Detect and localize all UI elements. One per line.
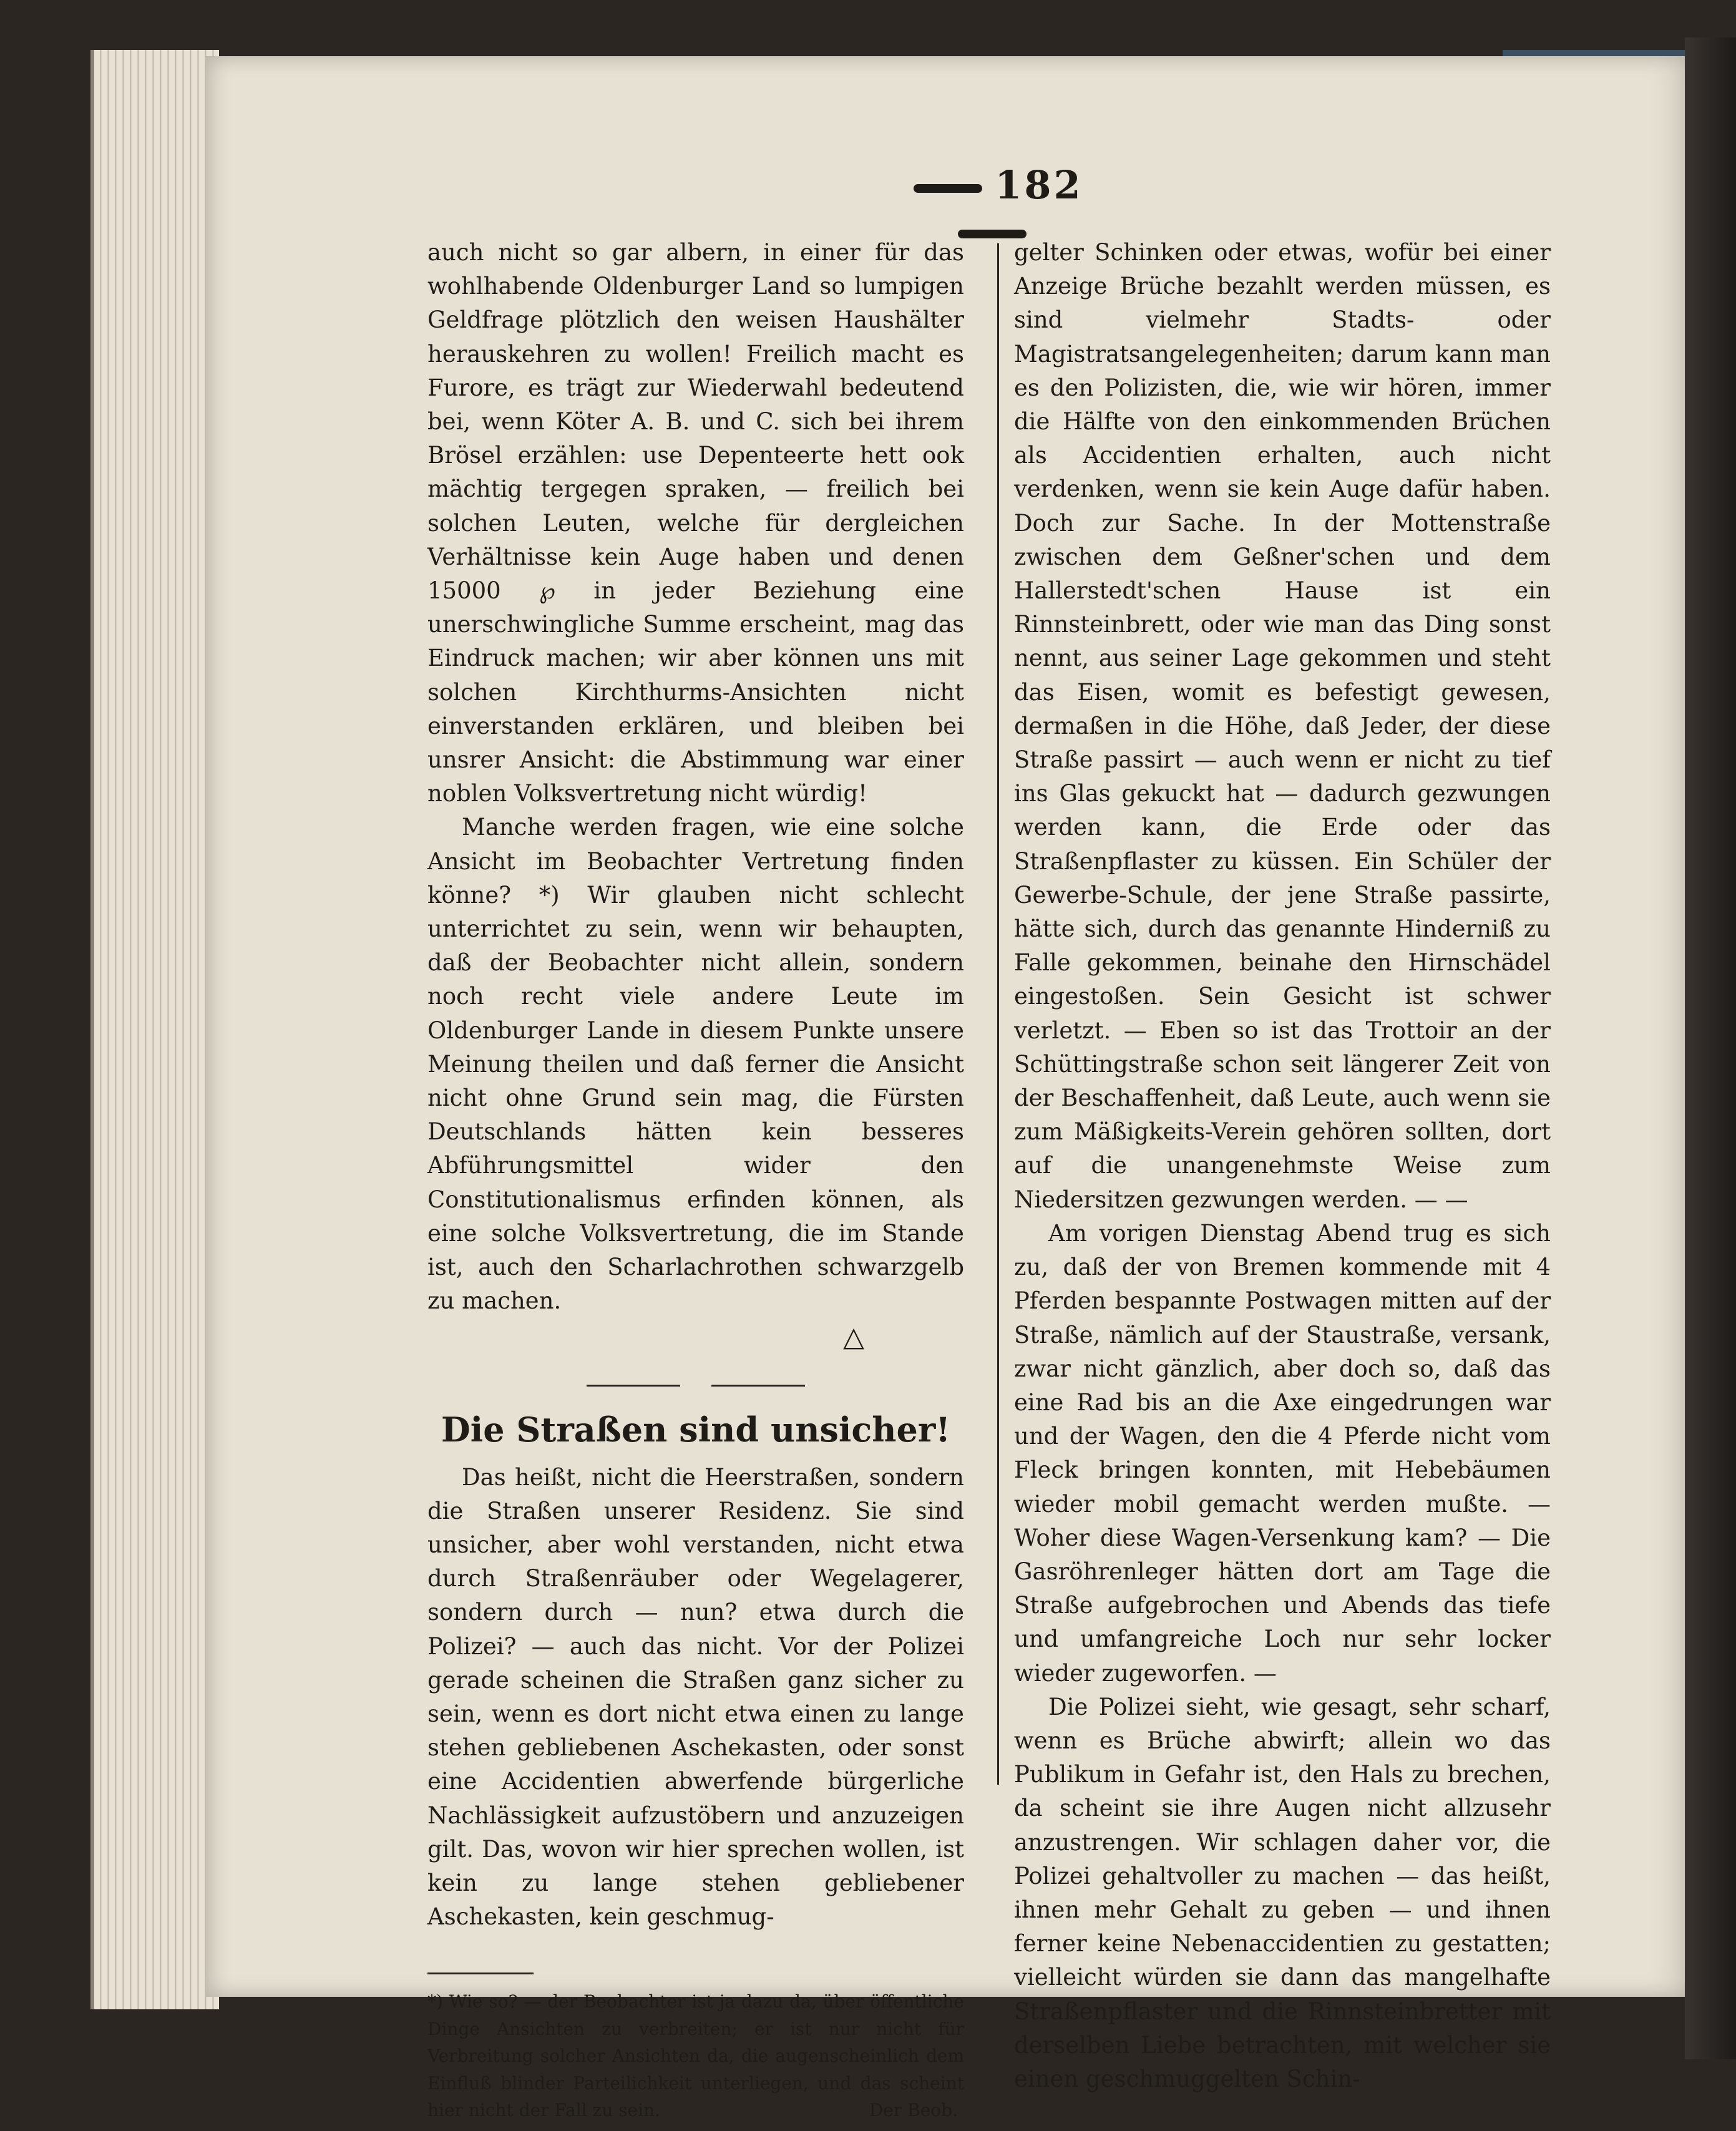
author-mark: △ xyxy=(843,1320,864,1353)
left-ornament xyxy=(914,184,982,193)
book-page-edges xyxy=(90,50,219,2009)
footnote-text: *) Wie so? — der Beobachter ist ja dazu da, über öffentliche Dinge Ansichten zu verbreiten; er ist nur nicht für Verbreitung solcher Ansichten da, die augenscheinlich dem Einfluß blinder Parteilichkeit unterliegen, und das scheint hier nicht der Fall zu sein. xyxy=(427,1991,964,2121)
right-column xyxy=(1014,236,1551,2096)
left-paragraph-2: Manche werden fragen, wie eine solche Ansicht im Beobachter Vertretung finden könne? *) Wir glauben nicht schlecht unterrichtet zu sein, wenn wir behaupten, daß der Beobachter nicht allein, sondern noch recht viele andere Leute im Oldenburger Lande in diesem Punkte unsere Meinung theilen und daß ferner die Ansicht nicht ohne Grund sein mag, die Fürsten Deutschlands hätten kein besseres Abführungsmittel wider den Constitutionalismus erfinden können, als eine solche Volksvertretung, die im Stande ist, auch den Scharlachrothen schwarzgelb zu machen. xyxy=(427,814,964,1315)
article-headline: Die Straßen sind unsicher! xyxy=(441,1409,951,1450)
right-paragraph-2: Am vorigen Dienstag Abend trug es sich zu, daß der von Bremen kommende mit 4 Pferden bespannte Postwagen mitten auf der Straße, nämlich auf der Staustraße, versank, zwar nicht gänzlich, aber doch so, daß das eine Rad bis an die Axe eingedrungen war und der Wagen, den die 4 Pferde nicht vom Fleck bringen konnten, mit Hebebäumen wieder mobil gemacht werden mußte. — Woher diese Wagen-Versenkung kam? — Die Gasröhrenleger hätten dort am Tage die Straße aufgebrochen und Abends das tiefe und umfangreiche Loch nur sehr locker wieder zugeworfen. — xyxy=(1014,1219,1551,1687)
footnote xyxy=(427,1988,964,2124)
left-paragraph-1: auch nicht so gar albern, in einer für das wohlhabende Oldenburger Land so lumpigen Geldfrage plötzlich den weisen Haushälter herauskehren zu wollen! Freilich macht es Furore, es trägt zur Wiederwahl bedeutend bei, wenn Köter A. B. und C. sich bei ihrem Brösel erzählen: use Depenteerte hett ook mächtig tergegen spraken, — freilich bei solchen Leuten, welche für dergleichen Verhältnisse kein Auge haben und denen 15000 ℘ in jeder Beziehung eine unerschwingliche Summe erscheint, mag das Eindruck machen; wir aber können uns mit solchen Kirchthurms-Ansichten nicht einverstanden erklären, und bleiben bei unsrer Ansicht: die Abstimmung war einer noblen Volksvertretung nicht würdig! xyxy=(427,239,964,807)
right-paragraph-1: gelter Schinken oder etwas, wofür bei einer Anzeige Brüche bezahlt werden müssen, es sind vielmehr Stadts- oder Magistratsangelegenheiten; darum kann man es den Polizisten, die, wie wir hören, immer die Hälfte von den einkommenden Brüchen als Accidentien erhalten, auch nicht verdenken, wenn sie kein Auge dafür haben. Doch zur Sache. In der Mottenstraße zwischen dem Geßner'schen und dem Hallerstedt'schen Hause ist ein Rinnsteinbrett, oder wie man das Ding sonst nennt, aus seiner Lage gekommen und steht das Eisen, womit es befestigt gewesen, dermaßen in die Höhe, daß Jeder, der diese Straße passirt — auch wenn er nicht zu tief ins Glas gekuckt hat — dadurch gezwungen werden kann, die Erde oder das Straßenpflaster zu küssen. Ein Schüler der Gewerbe-Schule, der jene Straße passirte, hätte sich, durch das genannte Hinderniß zu Falle gekommen, beinahe den Hirnschädel eingestoßen. Sein Gesicht ist schwer verletzt. — Eben so ist das Trottoir an der Schüttingstraße schon seit längerer Zeit von der Beschaffenheit, daß Leute, auch wenn sie zum Mäßigkeits-Verein gehören sollten, dort auf die unangenehmste Weise zum Niedersitzen gezwungen werden. — — xyxy=(1014,239,1551,1213)
column-divider xyxy=(997,243,999,1785)
footnote-rule xyxy=(427,1973,534,1974)
page-number: 182 xyxy=(995,162,1083,208)
section-ornament xyxy=(427,1367,964,1386)
footnote-signature: Der Beob. xyxy=(869,2100,958,2121)
right-paragraph-3: Die Polizei sieht, wie gesagt, sehr scharf, wenn es Brüche abwirft; allein wo das Publikum in Gefahr ist, den Hals zu brechen, da scheint sie ihre Augen nicht allzusehr anzustrengen. Wir schlagen daher vor, die Polizei gehaltvoller zu machen — das heißt, ihnen mehr Gehalt zu geben — und ihnen ferner keine Nebenaccidentien zu gestatten; vielleicht würden sie dann das mangelhafte Straßenpflaster und die Rinnsteinbretter mit derselben Liebe betrachten, mit welcher sie einen geschmuggelten Schin- xyxy=(1014,1693,1551,2092)
left-column xyxy=(427,236,964,2124)
left-paragraph-3: Das heißt, nicht die Heerstraßen, sondern die Straßen unserer Residenz. Sie sind unsicher, aber wohl verstanden, nicht etwa durch Straßenräuber oder Wegelagerer, sondern durch — nun? etwa durch die Polizei? — auch das nicht. Vor der Polizei gerade scheinen die Straßen ganz sicher zu sein, wenn es dort nicht etwa einen zu lange stehen gebliebenen Aschekasten, oder sonst eine Accidentien abwerfende bürgerliche Nachlässigkeit aufzustöbern und anzuzeigen gilt. Das, wovon wir hier sprechen wollen, ist kein zu lange stehen gebliebener Aschekasten, kein geschmug- xyxy=(427,1463,964,1931)
book-spine xyxy=(1685,37,1736,2059)
page-header xyxy=(867,162,1117,212)
